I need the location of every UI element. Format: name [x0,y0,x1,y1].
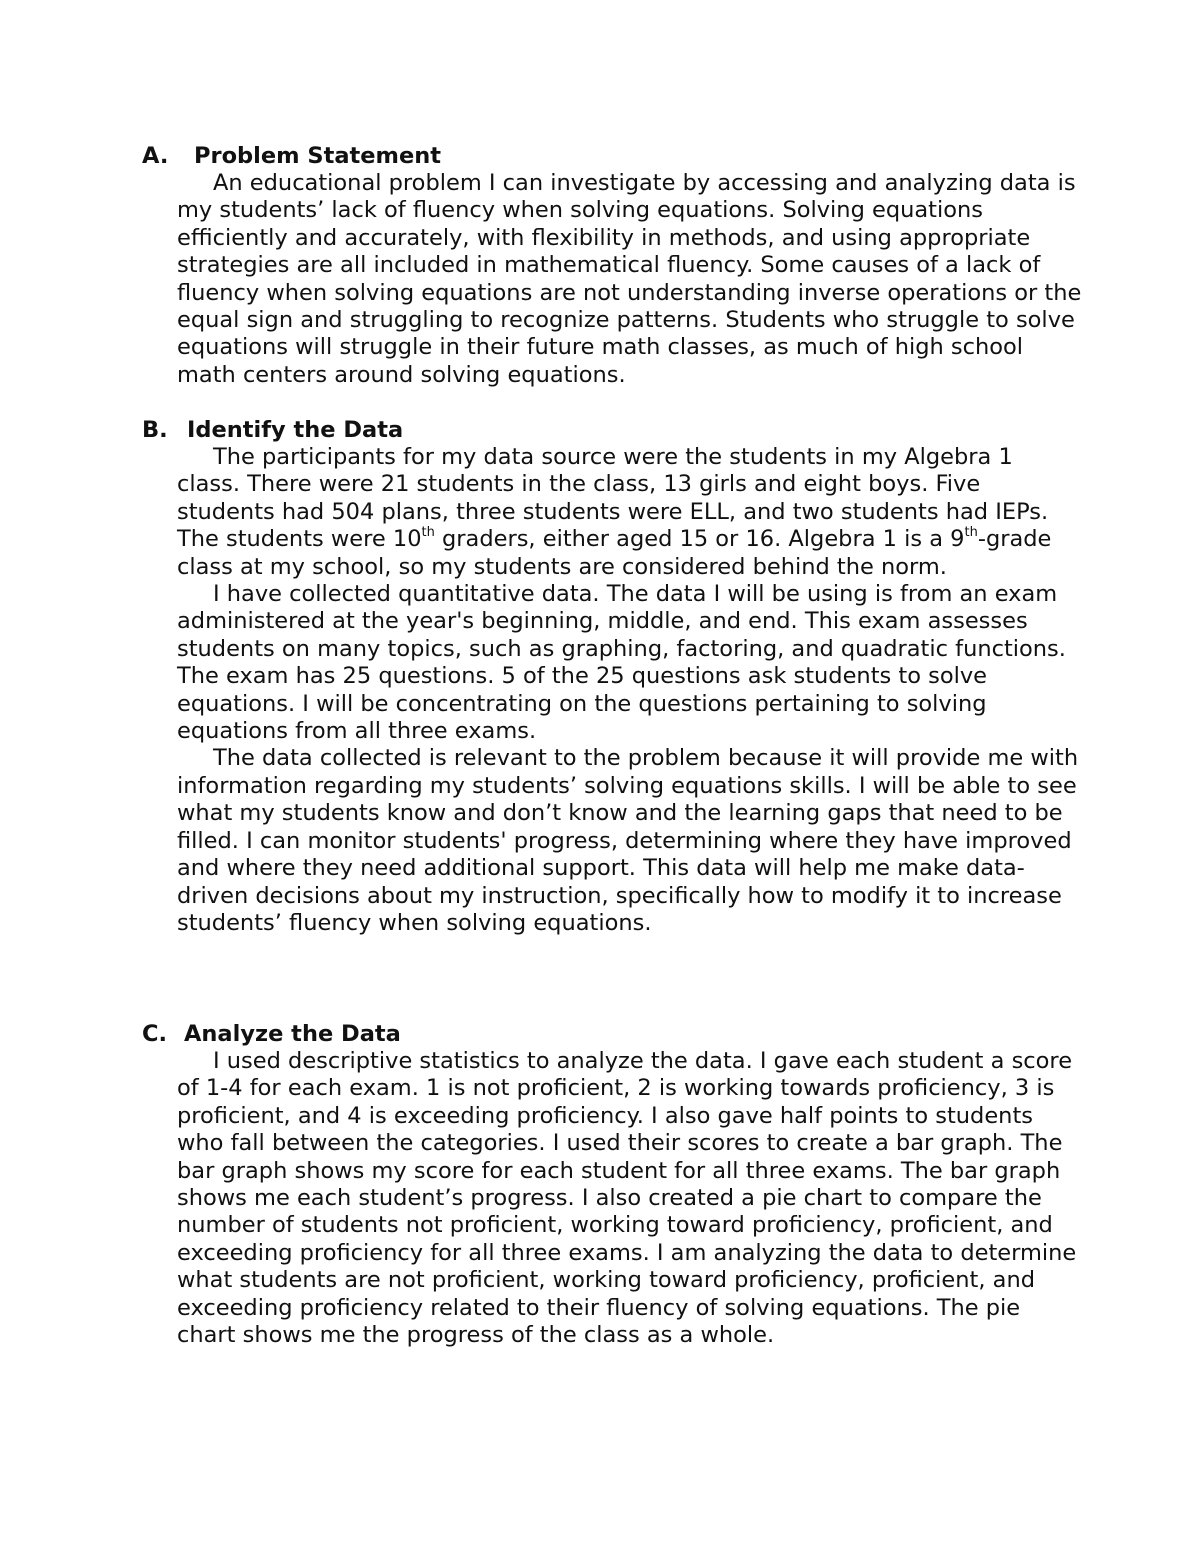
section-body [177,1048,1082,1349]
section-body [177,444,1082,937]
ordinal-suffix: th [964,524,978,540]
section-title: Problem Statement [194,143,442,169]
section-title: Analyze the Data [184,1021,401,1047]
paragraph [177,444,1082,581]
section-heading [142,142,1082,170]
section-identify-data [142,416,1082,937]
section-body [177,170,1082,389]
paragraph: I have collected quantitative data. The data I will be using is from an exam administered at the year's beginning, middle, and end. This exam assesses students on many topics, such as graphing, factoring, and quadratic functions. The exam has 25 questions. 5 of the 25 questions ask students to solve equations. I will be concentrating on the questions pertaining to solving equations from all three exams. [177,581,1066,745]
paragraph-text: -grade class at my school, so my students are considered behind the norm. [177,526,1052,580]
section-letter: C. [142,1021,168,1047]
paragraph-text: graders, either aged 15 or 16. Algebra 1 is a 9 [434,526,965,553]
paragraph: An educational problem I can investigate by accessing and analyzing data is my students’ lack of fluency when solving equations. Solving equations efficiently and accurately, with flexibility in methods, and using appropriate strategies are all included in mathematical fluency. Some causes of a lack of fluency when solving equations are not understanding inverse operations or the equal sign and struggling to recognize patterns. Students who struggle to solve equations will struggle in their future math classes, as much of high school math centers around solving equations. [177,170,1082,388]
section-title: Identify the Data [187,417,404,443]
section-analyze-data [142,1020,1082,1349]
paragraph: The data collected is relevant to the problem because it will provide me with information regarding my students’ solving equations skills. I will be able to see what my students know and don’t know and the learning gaps that need to be filled. I can monitor students' progress, determining where they have improved and where they need additional support. This data will help me make data-driven decisions about my instruction, specifically how to modify it to increase students’ fluency when solving equations. [177,745,1079,936]
ordinal-suffix: th [421,524,435,540]
section-problem-statement [142,142,1082,389]
section-letter: B. [142,417,168,443]
section-letter: A. [142,143,169,169]
paragraph: I used descriptive statistics to analyze the data. I gave each student a score of 1-4 for each exam. 1 is not proficient, 2 is working towards proficiency, 3 is proficient, and 4 is exceeding proficiency. I also gave half points to students who fall between the categories. I used their scores to create a bar graph. The bar graph shows my score for each student for all three exams. The bar graph shows me each student’s progress. I also created a pie chart to compare the number of students not proficient, working toward proficiency, proficient, and exceeding proficiency for all three exams. I am analyzing the data to determine what students are not proficient, working toward proficiency, proficient, and exceeding proficiency related to their fluency of solving equations. The pie chart shows me the progress of the class as a whole. [177,1048,1077,1349]
section-heading [142,1020,1082,1048]
section-heading [142,416,1082,444]
paragraph-text: The participants for my data source were the students in my Algebra 1 class. There were 21 students in the class, 13 girls and eight boys. Five students had 504 plans, three students were ELL, and two students had IEPs. The students were 10 [177,444,1049,553]
